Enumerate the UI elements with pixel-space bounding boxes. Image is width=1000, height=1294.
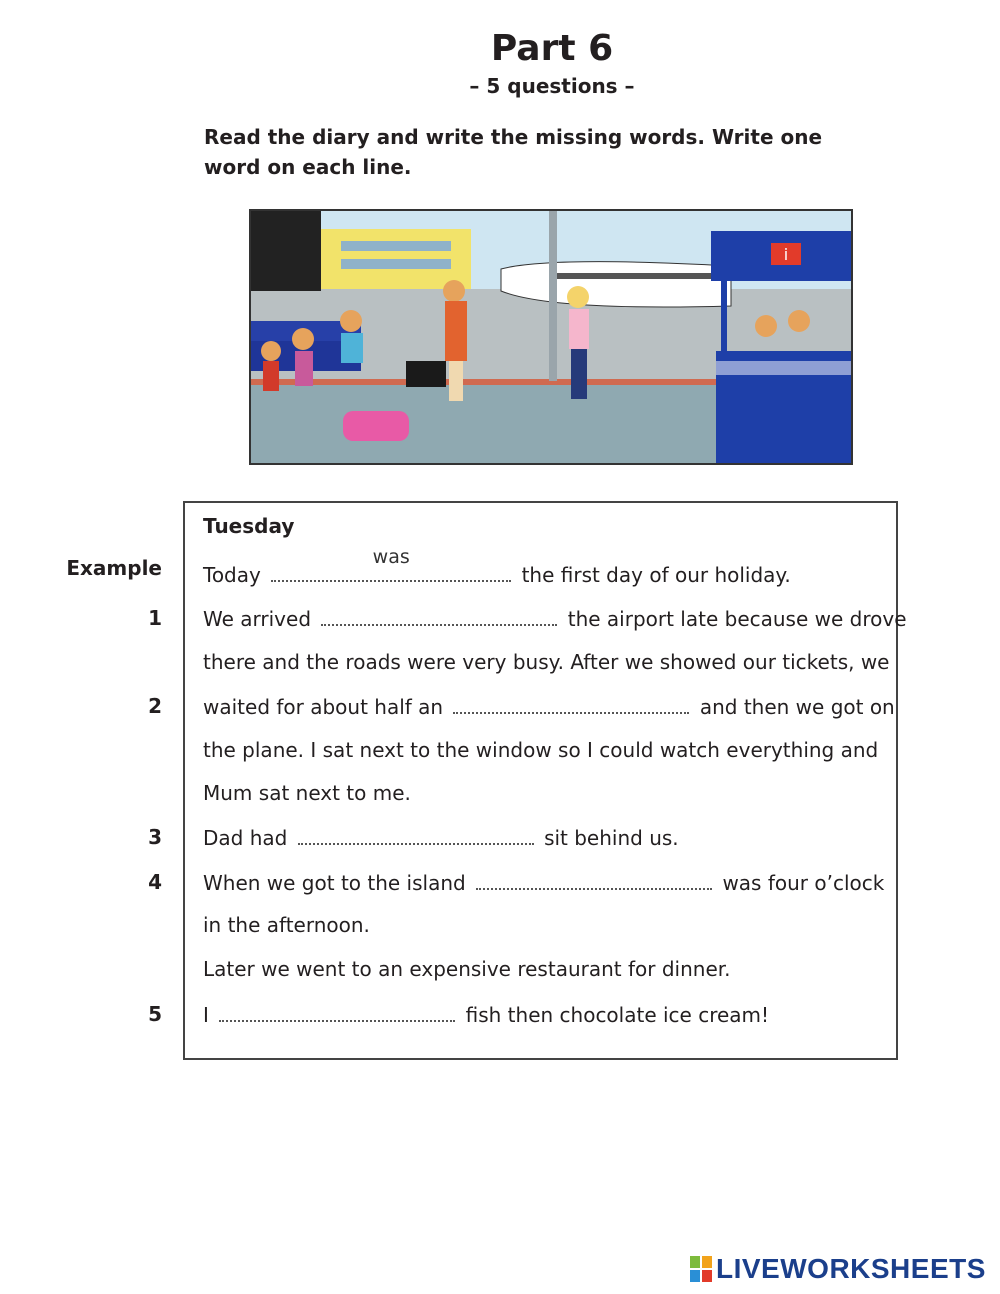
q2-continuation-2: Mum sat next to me. <box>203 781 411 805</box>
page-subtitle: – 5 questions – <box>469 74 635 98</box>
q1-answer-blank[interactable] <box>321 606 557 626</box>
q3-before: Dad had <box>203 826 288 850</box>
liveworksheets-logo[interactable] <box>690 1253 986 1285</box>
q2-continuation-1: the plane. I sat next to the window so I could watch everything and <box>203 738 879 762</box>
later-line: Later we went to an expensive restaurant for dinner. <box>203 957 731 981</box>
q5-number: 5 <box>148 1002 162 1026</box>
q2-answer-blank[interactable] <box>453 694 689 714</box>
q4-line <box>203 870 884 895</box>
example-before: Today <box>203 563 261 587</box>
q4-before: When we got to the island <box>203 871 466 895</box>
q5-after: fish then chocolate ice cream! <box>465 1003 770 1027</box>
q3-answer-blank[interactable] <box>298 825 534 845</box>
example-after: the first day of our holiday. <box>521 563 791 587</box>
q2-after: and then we got on <box>699 695 895 719</box>
q5-line <box>203 1002 769 1027</box>
airport-illustration <box>249 209 853 465</box>
q3-number: 3 <box>148 825 162 849</box>
q2-line <box>203 694 895 719</box>
q3-after: sit behind us. <box>544 826 679 850</box>
q3-line <box>203 825 679 850</box>
diary-day: Tuesday <box>203 514 295 538</box>
q5-answer-blank[interactable] <box>219 1002 455 1022</box>
q4-number: 4 <box>148 870 162 894</box>
q1-number: 1 <box>148 606 162 630</box>
q4-after: was four o’clock <box>722 871 885 895</box>
svg-text:i: i <box>783 245 789 264</box>
q4-continuation: in the afternoon. <box>203 913 370 937</box>
q1-continuation: there and the roads were very busy. After we showed our tickets, we <box>203 650 890 674</box>
q1-after: the airport late because we drove <box>567 607 907 631</box>
example-answer-blank <box>271 546 511 582</box>
example-answer: was <box>372 546 410 568</box>
example-label: Example <box>66 556 162 580</box>
q1-before: We arrived <box>203 607 312 631</box>
liveworksheets-logo-text: LIVEWORKSHEETS <box>716 1253 986 1284</box>
q2-before: waited for about half an <box>203 695 444 719</box>
page-title: Part 6 <box>490 28 614 69</box>
example-line <box>203 546 791 587</box>
q4-answer-blank[interactable] <box>476 870 712 890</box>
q1-line <box>203 606 907 631</box>
instructions: Read the diary and write the missing words. Write one word on each line. <box>204 125 823 179</box>
q5-before: I <box>203 1003 209 1027</box>
q2-number: 2 <box>148 694 162 718</box>
liveworksheets-logo-icon <box>690 1256 712 1282</box>
